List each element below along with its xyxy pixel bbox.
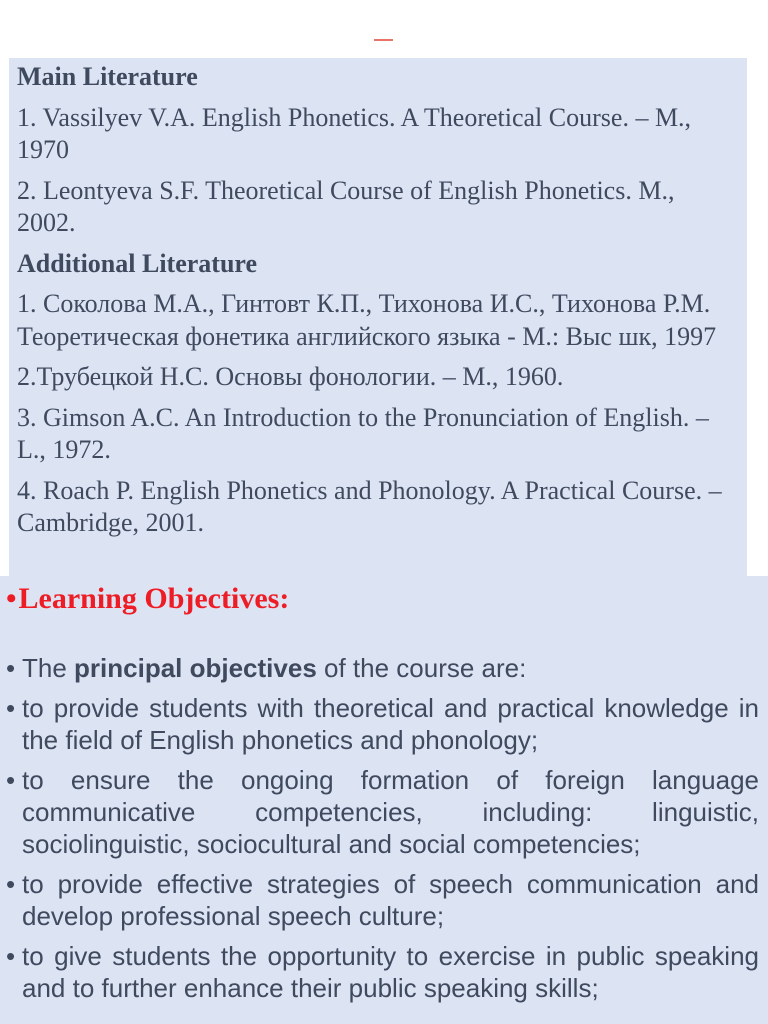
objectives-intro-text (22, 652, 759, 684)
bullet-icon: • (6, 765, 16, 795)
objective-item (6, 764, 759, 860)
objectives-panel (0, 576, 768, 1024)
additional-literature-item: 2.Трубецкой Н.С. Основы фонологии. – М., 1960. (17, 362, 564, 391)
objective-item (6, 868, 759, 932)
objective-item (6, 692, 759, 756)
literature-panel (9, 58, 747, 576)
objective-item-text: to give students the opportunity to exercise in public speaking and to further enhance their public speaking skills; (22, 941, 759, 1003)
intro-suffix: of the course are: (316, 653, 527, 683)
main-literature-item: 1. Vassilyev V.A. English Phonetics. A Theoretical Course. – M., 1970 (17, 102, 692, 164)
bullet-icon: • (6, 693, 16, 723)
additional-literature-item: 3. Gimson A.C. An Introduction to the Pronunciation of English. – L., 1972. (17, 402, 709, 464)
objective-item (6, 940, 759, 1004)
objective-item-text: to provide effective strategies of speech communication and develop professional speech culture; (22, 869, 759, 931)
bullet-icon: • (6, 653, 16, 683)
additional-literature-heading: Additional Literature (17, 248, 258, 278)
objective-item-text: to ensure the ongoing formation of foreign language communicative competencies, including: linguistic, sociolinguistic, sociocultural and social competencies; (22, 765, 759, 859)
bullet-icon: • (6, 869, 16, 899)
red-dash-mark (374, 39, 393, 41)
bullet-icon: • (6, 941, 16, 971)
objectives-title (6, 580, 759, 618)
objectives-intro (6, 652, 759, 684)
bullet-icon: • (6, 582, 17, 615)
main-literature-item: 2. Leontyeva S.F. Theoretical Course of English Phonetics. M., 2002. (17, 175, 675, 237)
objective-item-text: to provide students with theoretical and practical knowledge in the field of English phonetics and phonology; (22, 693, 759, 755)
additional-literature-item: 4. Roach P. English Phonetics and Phonology. A Practical Course. – Cambridge, 2001. (17, 475, 722, 537)
additional-literature-item: 1. Соколова М.А., Гинтовт К.П., Тихонова И.С., Тихонова Р.М. Теоретическая фонетика английского языка - М.: Выс шк, 1997 (17, 289, 717, 351)
intro-prefix: The (22, 653, 75, 683)
main-literature-heading: Main Literature (17, 62, 198, 91)
intro-bold: principal objectives (74, 653, 317, 683)
objectives-title-text: Learning Objectives: (18, 582, 290, 615)
